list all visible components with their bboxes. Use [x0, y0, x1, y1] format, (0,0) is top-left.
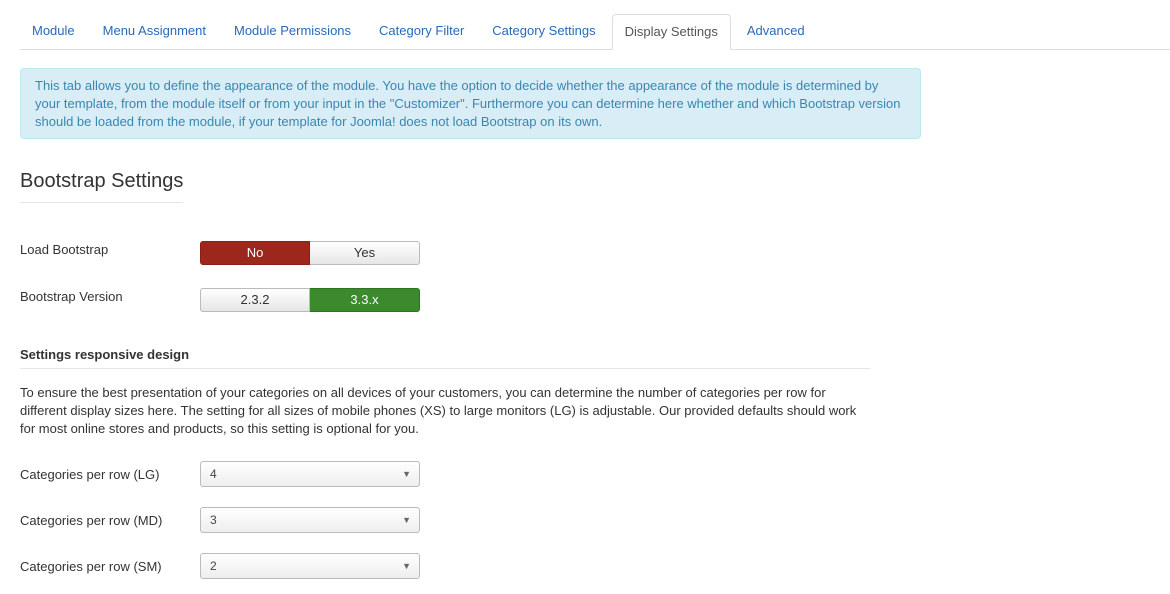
section-title: Bootstrap Settings [20, 167, 183, 203]
chevron-down-icon: ▼ [402, 515, 411, 525]
categories-sm-value: 2 [210, 559, 217, 573]
load-bootstrap-no-button[interactable]: No [200, 241, 310, 265]
bootstrap-version-toggle [200, 288, 420, 312]
categories-lg-select[interactable] [200, 461, 420, 487]
load-bootstrap-yes-button[interactable]: Yes [310, 241, 420, 265]
tab-module-permissions[interactable]: Module Permissions [233, 23, 352, 38]
categories-lg-value: 4 [210, 467, 217, 481]
categories-md-value: 3 [210, 513, 217, 527]
tab-bar [20, 14, 1170, 50]
tab-category-settings[interactable]: Category Settings [492, 23, 596, 38]
tab-module[interactable]: Module [32, 23, 75, 38]
categories-lg-label: Categories per row (LG) [20, 467, 160, 482]
categories-md-select[interactable] [200, 507, 420, 533]
responsive-heading: Settings responsive design [20, 347, 870, 369]
info-alert: This tab allows you to define the appearance of the module. You have the option to decide whether the appearance of the module is determined by your template, from the module itself or from your input in the "Customizer". Furthermore you can determine here whether and which Bootstrap version should be loaded from the module, if your template for Joomla! does not load Bootstrap on its own. [20, 68, 921, 139]
bootstrap-version-33x-button[interactable]: 3.3.x [310, 288, 420, 312]
categories-sm-select[interactable] [200, 553, 420, 579]
categories-md-label: Categories per row (MD) [20, 513, 163, 528]
categories-sm-label: Categories per row (SM) [20, 559, 162, 574]
load-bootstrap-label: Load Bootstrap [20, 242, 109, 257]
chevron-down-icon: ▼ [402, 561, 411, 571]
tab-menu-assignment[interactable]: Menu Assignment [102, 23, 206, 38]
bootstrap-version-label: Bootstrap Version [20, 289, 123, 304]
bootstrap-version-232-button[interactable]: 2.3.2 [200, 288, 310, 312]
chevron-down-icon: ▼ [402, 469, 411, 479]
tab-category-filter[interactable]: Category Filter [379, 23, 465, 38]
responsive-description: To ensure the best presentation of your categories on all devices of your customers, you can determine the number of categories per row for different display sizes here. The setting for all sizes of mobile phones (XS) to large monitors (LG) is adjustable. Our provided defaults should work for most online stores and products, so this setting is optional for you. [20, 385, 857, 436]
tab-advanced[interactable]: Advanced [746, 23, 805, 38]
tab-display-settings[interactable]: Display Settings [612, 14, 731, 50]
load-bootstrap-toggle [200, 241, 420, 265]
